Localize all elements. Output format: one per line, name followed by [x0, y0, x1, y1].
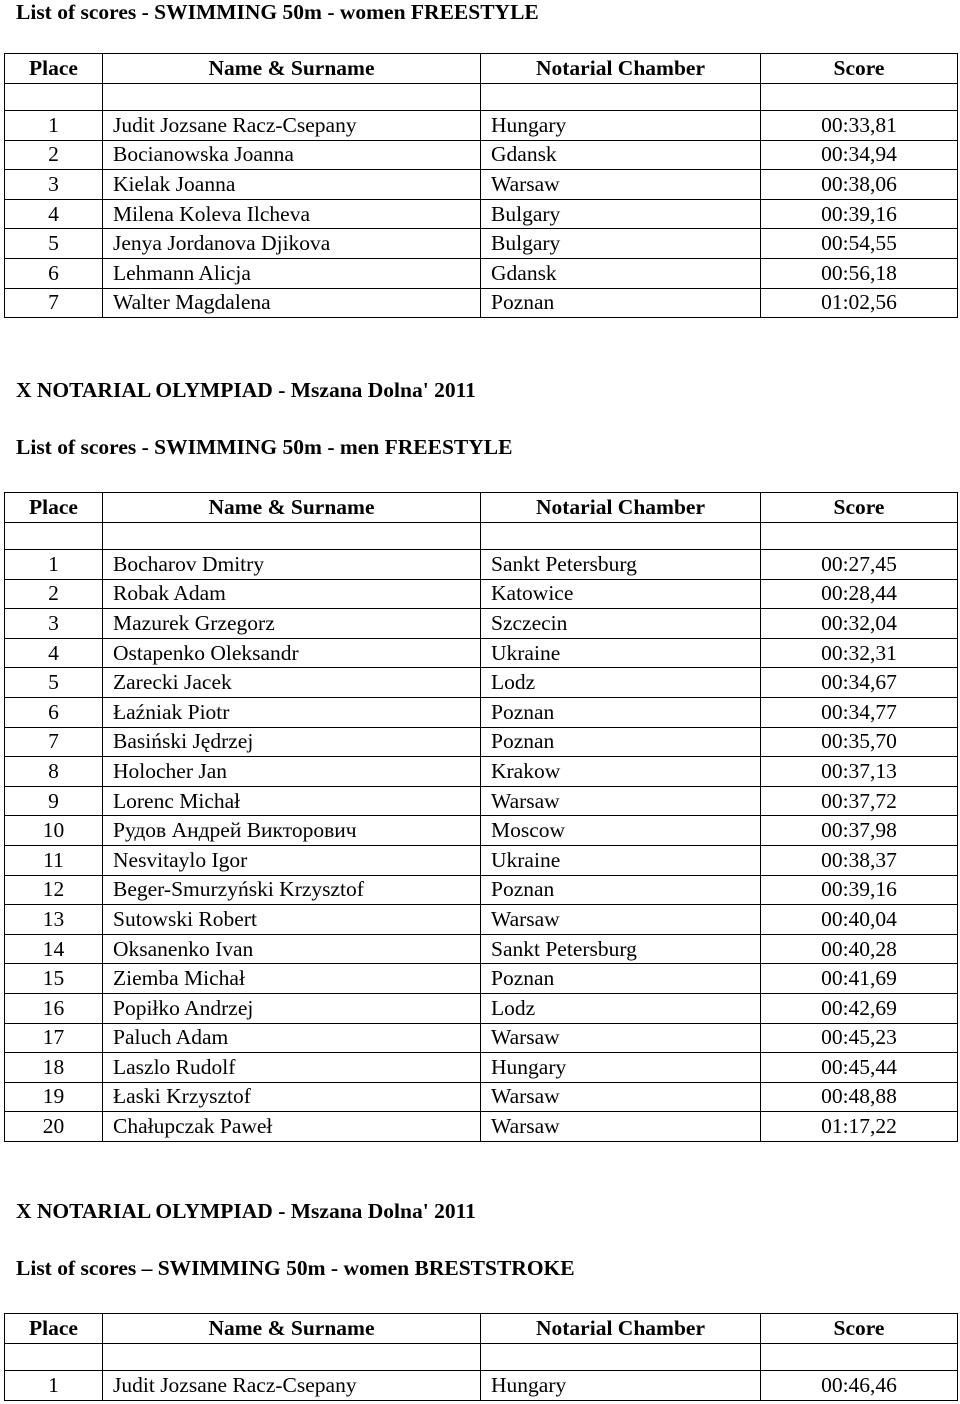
column-header-chamber: Notarial Chamber: [481, 493, 761, 523]
place-cell: 13: [5, 905, 103, 935]
name-cell: Ziemba Michał: [103, 964, 481, 994]
spacer-row: [5, 84, 958, 111]
empty-cell: [103, 1344, 481, 1371]
name-cell: Popiłko Andrzej: [103, 993, 481, 1023]
table-row: [5, 1082, 958, 1112]
empty-cell: [481, 84, 761, 111]
column-header-name: Name & Surname: [103, 493, 481, 523]
table-row: [5, 934, 958, 964]
name-cell: Judit Jozsane Racz-Csepany: [103, 111, 481, 141]
chamber-cell: Bulgary: [481, 229, 761, 259]
table-row: [5, 199, 958, 229]
event-title: X NOTARIAL OLYMPIAD - Mszana Dolna' 2011: [16, 378, 476, 402]
place-cell: 9: [5, 786, 103, 816]
column-header-chamber: Notarial Chamber: [481, 54, 761, 84]
list-title: List of scores - SWIMMING 50m - women FREESTYLE: [16, 0, 539, 24]
chamber-cell: Warsaw: [481, 786, 761, 816]
name-cell: Mazurek Grzegorz: [103, 609, 481, 639]
name-cell: Paluch Adam: [103, 1023, 481, 1053]
score-cell: 00:34,67: [761, 668, 958, 698]
score-cell: 00:39,16: [761, 875, 958, 905]
column-header-name: Name & Surname: [103, 54, 481, 84]
table-row: [5, 140, 958, 170]
event-title: X NOTARIAL OLYMPIAD - Mszana Dolna' 2011: [16, 1199, 476, 1223]
place-cell: 20: [5, 1112, 103, 1142]
place-cell: 15: [5, 964, 103, 994]
score-cell: 00:27,45: [761, 550, 958, 580]
place-cell: 12: [5, 875, 103, 905]
chamber-cell: Lodz: [481, 668, 761, 698]
place-cell: 7: [5, 727, 103, 757]
score-cell: 00:37,13: [761, 757, 958, 787]
place-cell: 19: [5, 1082, 103, 1112]
name-cell: Sutowski Robert: [103, 905, 481, 935]
score-cell: 01:02,56: [761, 288, 958, 318]
place-cell: 5: [5, 668, 103, 698]
name-cell: Walter Magdalena: [103, 288, 481, 318]
empty-cell: [761, 1344, 958, 1371]
chamber-cell: Poznan: [481, 288, 761, 318]
table-row: [5, 816, 958, 846]
place-cell: 10: [5, 816, 103, 846]
name-cell: Jenya Jordanova Djikova: [103, 229, 481, 259]
score-cell: 00:38,06: [761, 170, 958, 200]
place-cell: 16: [5, 993, 103, 1023]
empty-cell: [5, 84, 103, 111]
table-row: [5, 229, 958, 259]
name-cell: Рудов Андрей Викторович: [103, 816, 481, 846]
table-row: [5, 550, 958, 580]
name-cell: Ostapenko Oleksandr: [103, 638, 481, 668]
table-row: [5, 697, 958, 727]
score-cell: 00:39,16: [761, 199, 958, 229]
table-row: [5, 964, 958, 994]
name-cell: Zarecki Jacek: [103, 668, 481, 698]
place-cell: 4: [5, 199, 103, 229]
empty-cell: [103, 84, 481, 111]
score-cell: 00:42,69: [761, 993, 958, 1023]
score-cell: 00:37,98: [761, 816, 958, 846]
table-header-row: [5, 1314, 958, 1344]
score-cell: 00:38,37: [761, 845, 958, 875]
column-header-name: Name & Surname: [103, 1314, 481, 1344]
place-cell: 2: [5, 579, 103, 609]
score-cell: 00:34,77: [761, 697, 958, 727]
table-row: [5, 875, 958, 905]
empty-cell: [761, 84, 958, 111]
table-row: [5, 1112, 958, 1142]
name-cell: Kielak Joanna: [103, 170, 481, 200]
score-cell: 01:17,22: [761, 1112, 958, 1142]
empty-cell: [5, 523, 103, 550]
place-cell: 1: [5, 111, 103, 141]
empty-cell: [481, 1344, 761, 1371]
column-header-score: Score: [761, 54, 958, 84]
name-cell: Basiński Jędrzej: [103, 727, 481, 757]
chamber-cell: Poznan: [481, 697, 761, 727]
chamber-cell: Moscow: [481, 816, 761, 846]
score-cell: 00:45,44: [761, 1053, 958, 1083]
name-cell: Łaźniak Piotr: [103, 697, 481, 727]
score-cell: 00:33,81: [761, 111, 958, 141]
chamber-cell: Warsaw: [481, 1023, 761, 1053]
spacer-row: [5, 1344, 958, 1371]
table-row: [5, 727, 958, 757]
table-row: [5, 638, 958, 668]
column-header-place: Place: [5, 1314, 103, 1344]
table-header-row: [5, 54, 958, 84]
place-cell: 1: [5, 550, 103, 580]
score-cell: 00:32,31: [761, 638, 958, 668]
place-cell: 6: [5, 697, 103, 727]
chamber-cell: Warsaw: [481, 170, 761, 200]
score-cell: 00:41,69: [761, 964, 958, 994]
chamber-cell: Sankt Petersburg: [481, 550, 761, 580]
table-row: [5, 845, 958, 875]
list-title: List of scores – SWIMMING 50m - women BRESTSTROKE: [16, 1256, 575, 1280]
scores-table-women-breaststroke: [4, 1313, 958, 1401]
table-row: [5, 786, 958, 816]
table-row: [5, 905, 958, 935]
table-row: [5, 579, 958, 609]
chamber-cell: Ukraine: [481, 638, 761, 668]
score-cell: 00:40,04: [761, 905, 958, 935]
table-row: [5, 668, 958, 698]
place-cell: 17: [5, 1023, 103, 1053]
score-cell: 00:34,94: [761, 140, 958, 170]
place-cell: 18: [5, 1053, 103, 1083]
chamber-cell: Warsaw: [481, 1082, 761, 1112]
table-row: [5, 170, 958, 200]
name-cell: Lehmann Alicja: [103, 258, 481, 288]
chamber-cell: Poznan: [481, 875, 761, 905]
table-row: [5, 757, 958, 787]
table-row: [5, 609, 958, 639]
place-cell: 11: [5, 845, 103, 875]
score-cell: 00:32,04: [761, 609, 958, 639]
place-cell: 6: [5, 258, 103, 288]
list-title: List of scores - SWIMMING 50m - men FREESTYLE: [16, 435, 513, 459]
table-row: [5, 1371, 958, 1401]
name-cell: Milena Koleva Ilcheva: [103, 199, 481, 229]
column-header-place: Place: [5, 54, 103, 84]
table-row: [5, 258, 958, 288]
name-cell: Chałupczak Paweł: [103, 1112, 481, 1142]
table-row: [5, 1053, 958, 1083]
chamber-cell: Gdansk: [481, 258, 761, 288]
chamber-cell: Warsaw: [481, 1112, 761, 1142]
name-cell: Bocharov Dmitry: [103, 550, 481, 580]
name-cell: Laszlo Rudolf: [103, 1053, 481, 1083]
empty-cell: [5, 1344, 103, 1371]
score-cell: 00:37,72: [761, 786, 958, 816]
chamber-cell: Hungary: [481, 1053, 761, 1083]
score-cell: 00:40,28: [761, 934, 958, 964]
name-cell: Bocianowska Joanna: [103, 140, 481, 170]
name-cell: Lorenc Michał: [103, 786, 481, 816]
chamber-cell: Hungary: [481, 1371, 761, 1401]
place-cell: 5: [5, 229, 103, 259]
score-cell: 00:45,23: [761, 1023, 958, 1053]
empty-cell: [103, 523, 481, 550]
spacer-row: [5, 523, 958, 550]
chamber-cell: Katowice: [481, 579, 761, 609]
score-cell: 00:54,55: [761, 229, 958, 259]
chamber-cell: Warsaw: [481, 905, 761, 935]
chamber-cell: Hungary: [481, 111, 761, 141]
score-cell: 00:35,70: [761, 727, 958, 757]
score-cell: 00:48,88: [761, 1082, 958, 1112]
chamber-cell: Ukraine: [481, 845, 761, 875]
chamber-cell: Gdansk: [481, 140, 761, 170]
score-cell: 00:28,44: [761, 579, 958, 609]
column-header-score: Score: [761, 1314, 958, 1344]
empty-cell: [481, 523, 761, 550]
table-row: [5, 993, 958, 1023]
chamber-cell: Poznan: [481, 964, 761, 994]
scores-table-men-freestyle: [4, 492, 958, 1142]
name-cell: Oksanenko Ivan: [103, 934, 481, 964]
name-cell: Holocher Jan: [103, 757, 481, 787]
score-cell: 00:56,18: [761, 258, 958, 288]
scores-table-women-freestyle: [4, 53, 958, 318]
place-cell: 4: [5, 638, 103, 668]
name-cell: Robak Adam: [103, 579, 481, 609]
chamber-cell: Lodz: [481, 993, 761, 1023]
chamber-cell: Krakow: [481, 757, 761, 787]
chamber-cell: Poznan: [481, 727, 761, 757]
column-header-place: Place: [5, 493, 103, 523]
place-cell: 1: [5, 1371, 103, 1401]
table-header-row: [5, 493, 958, 523]
score-cell: 00:46,46: [761, 1371, 958, 1401]
column-header-score: Score: [761, 493, 958, 523]
place-cell: 3: [5, 170, 103, 200]
place-cell: 3: [5, 609, 103, 639]
empty-cell: [761, 523, 958, 550]
place-cell: 14: [5, 934, 103, 964]
place-cell: 8: [5, 757, 103, 787]
name-cell: Łaski Krzysztof: [103, 1082, 481, 1112]
chamber-cell: Sankt Petersburg: [481, 934, 761, 964]
name-cell: Judit Jozsane Racz-Csepany: [103, 1371, 481, 1401]
place-cell: 7: [5, 288, 103, 318]
place-cell: 2: [5, 140, 103, 170]
chamber-cell: Szczecin: [481, 609, 761, 639]
name-cell: Beger-Smurzyński Krzysztof: [103, 875, 481, 905]
table-row: [5, 1023, 958, 1053]
column-header-chamber: Notarial Chamber: [481, 1314, 761, 1344]
name-cell: Nesvitaylo Igor: [103, 845, 481, 875]
chamber-cell: Bulgary: [481, 199, 761, 229]
table-row: [5, 111, 958, 141]
table-row: [5, 288, 958, 318]
